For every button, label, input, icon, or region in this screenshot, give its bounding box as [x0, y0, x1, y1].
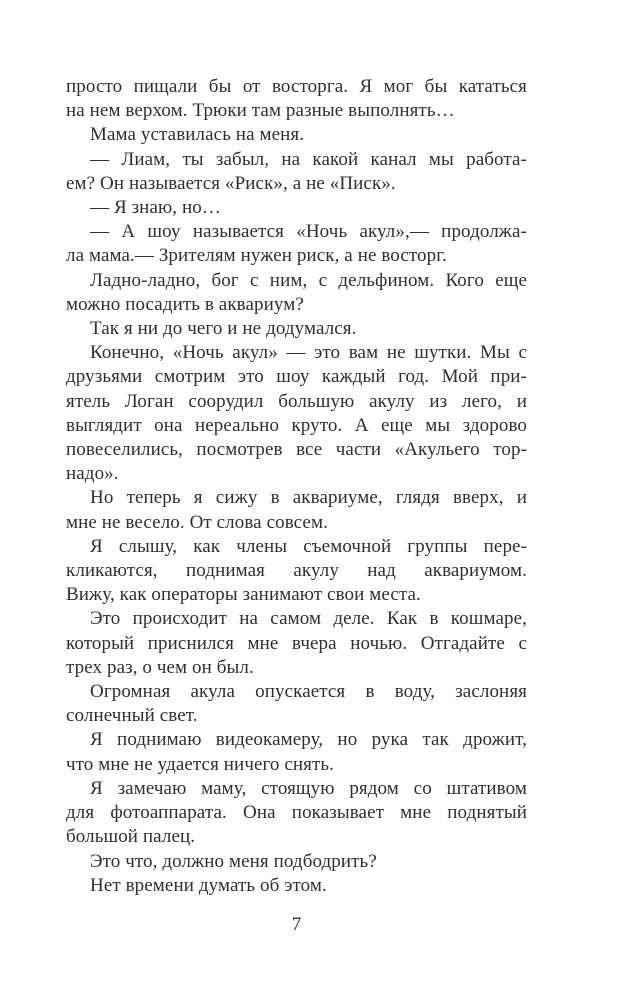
text-line: кликаются, поднимая акулу над аквариумом.: [66, 560, 527, 582]
text-line: Я замечаю маму, стоящую рядом со штативом: [90, 777, 527, 799]
text-line: можно посадить в аквариум?: [66, 293, 304, 315]
text-line: что мне не удается ничего снять.: [66, 753, 335, 775]
text-line: на нем верхом. Трюки там разные выполнять…: [66, 100, 455, 122]
page-number: 7: [291, 913, 302, 935]
text-line: большой палец.: [66, 826, 196, 848]
text-line: Огромная акула опускается в воду, заслоняя: [90, 681, 527, 703]
text-line: Нет времени думать об этом.: [90, 874, 327, 896]
text-line: Так я ни до чего и не додумался.: [90, 318, 357, 340]
text-line: Я слышу, как члены съемочной группы пере-: [90, 535, 527, 557]
text-block: [66, 75, 527, 898]
text-line: мне не весело. От слова совсем.: [66, 511, 328, 533]
text-line: солнечный свет.: [66, 705, 198, 727]
text-line: просто пищали бы от восторга. Я мог бы кататься: [66, 76, 527, 97]
text-line: для фотоаппарата. Она показывает мне поднятый: [66, 802, 527, 824]
text-line: трех раз, о чем он был.: [66, 656, 254, 678]
text-line: Это происходит на самом деле. Как в кошмаре,: [90, 608, 527, 630]
text-line: который приснился мне вчера ночью. Отгадайте с: [66, 632, 527, 654]
text-line: Это что, должно меня подбодрить?: [90, 850, 377, 872]
text-line: друзьями смотрим это шоу каждый год. Мой при-: [66, 366, 527, 388]
text-line: Я поднимаю видеокамеру, но рука так дрожит,: [90, 729, 527, 751]
text-line: Мама уставилась на меня.: [90, 124, 305, 146]
text-line: ятель Логан соорудил большую акулу из лего, и: [66, 390, 527, 412]
text-line: ем? Он называется «Риск», а не «Писк».: [66, 172, 396, 194]
text-line: — Я знаю, но…: [90, 197, 221, 219]
text-line: Вижу, как операторы занимают свои места.: [66, 584, 421, 606]
text-line: повеселились, посмотрев все части «Акульего тор-: [66, 439, 527, 461]
text-line: Ладно-ладно, бог с ним, с дельфином. Кого еще: [90, 269, 527, 291]
text-line: Но теперь я сижу в аквариуме, глядя вверх, и: [90, 487, 527, 509]
text-line: ла мама.— Зрителям нужен риск, а не восторг.: [66, 245, 447, 267]
text-line: — Лиам, ты забыл, на какой канал мы работа-: [90, 148, 527, 170]
text-line: — А шоу называется «Ночь акул»,— продолжа-: [90, 221, 527, 243]
text-line: выглядит она нереально круто. А еще мы здорово: [66, 414, 527, 436]
text-line: Конечно, «Ночь акул» — это вам не шутки. Мы с: [90, 342, 527, 364]
text-line: надо».: [66, 463, 119, 485]
